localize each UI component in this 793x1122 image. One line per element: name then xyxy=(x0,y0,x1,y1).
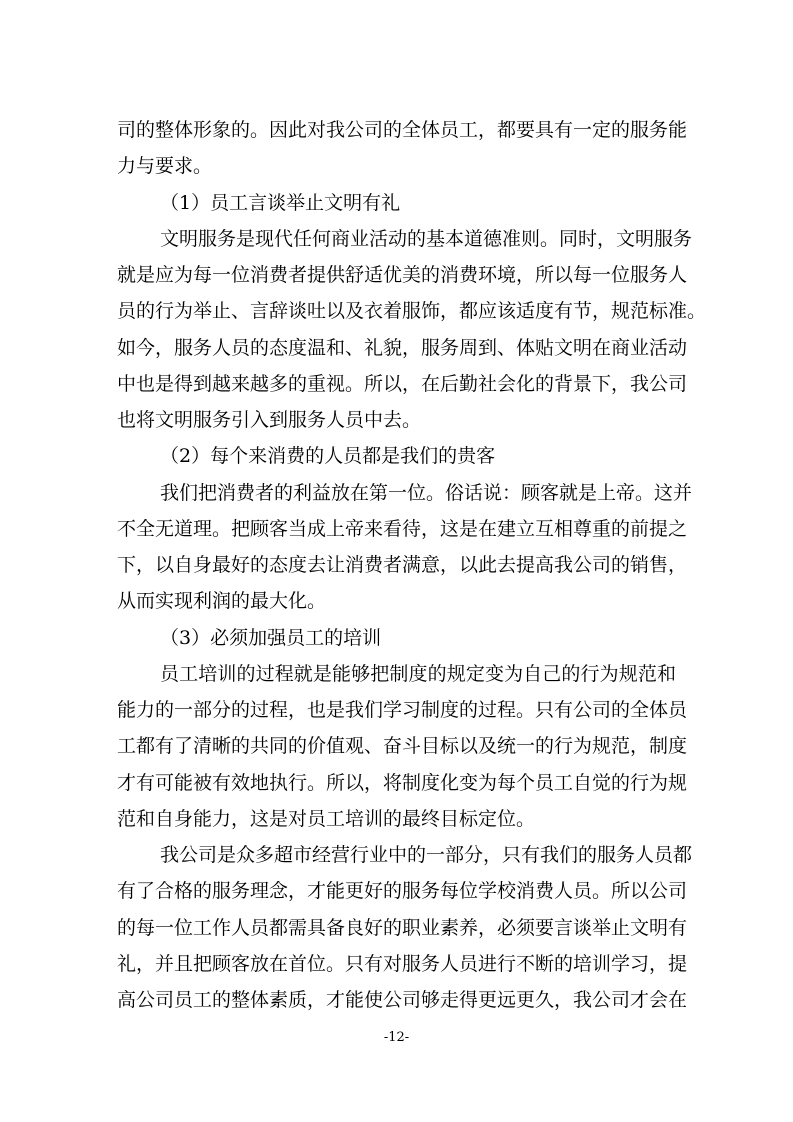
page-number: -12- xyxy=(383,1030,410,1045)
text-line: 有了合格的服务理念，才能更好的服务每位学校消费人员。所以公司 xyxy=(117,880,688,903)
text-line: 范和自身能力，这是对员工培训的最终目标定位。 xyxy=(117,807,536,830)
text-line: 员的行为举止、言辞谈吐以及衣着服饰，都应该适度有节，规范标准。 xyxy=(117,300,707,323)
text-line: 高公司员工的整体素质，才能使公司够走得更远更久，我公司才会在 xyxy=(117,989,688,1011)
text-line: 工都有了清晰的共同的价值观、奋斗目标以及统一的行为规范，制度 xyxy=(117,735,688,758)
text-line: 文明服务是现代任何商业活动的基本道德准则。同时，文明服务 xyxy=(160,227,693,250)
text-line: 下，以自身最好的态度去让消费者满意，以此去提高我公司的销售， xyxy=(117,554,688,576)
section-heading: （3）必须加强员工的培训 xyxy=(160,626,382,649)
text-line: 如今，服务人员的态度温和、礼貌，服务周到、体贴文明在商业活动 xyxy=(117,336,688,359)
text-line: 员工培训的过程就是能够把制度的规定变为自己的行为规范和 xyxy=(160,662,676,685)
text-line: 从而实现利润的最大化。 xyxy=(117,590,327,613)
text-line: 能力的一部分的过程，也是我们学习制度的过程。只有公司的全体员 xyxy=(117,699,688,721)
text-line: 礼，并且把顾客放在首位。只有对服务人员进行不断的培训学习，提 xyxy=(117,952,688,975)
text-line: 我们把消费者的利益放在第一位。俗话说：顾客就是上帝。这并 xyxy=(160,481,693,504)
text-line: 的每一位工作人员都需具备良好的职业素养，必须要言谈举止文明有 xyxy=(117,916,688,939)
text-line: 中也是得到越来越多的重视。所以，在后勤社会化的背景下，我公司 xyxy=(117,372,688,395)
text-line: 就是应为每一位消费者提供舒适优美的消费环境，所以每一位服务人 xyxy=(117,264,688,286)
text-line: 不全无道理。把顾客当成上帝来看待，这是在建立互相尊重的前提之 xyxy=(117,517,688,540)
text-line: 才有可能被有效地执行。所以，将制度化变为每个员工自觉的行为规 xyxy=(117,771,688,794)
document-body xyxy=(117,112,707,1018)
text-line: 力与要求。 xyxy=(117,155,213,178)
section-heading: （2）每个来消费的人员都是我们的贵客 xyxy=(160,445,496,468)
text-line: 也将文明服务引入到服务人员中去。 xyxy=(117,409,422,431)
text-line: 司的整体形象的。因此对我公司的全体员工，都要具有一定的服务能 xyxy=(117,119,688,141)
text-line: 我公司是众多超市经营行业中的一部分，只有我们的服务人员都 xyxy=(160,844,693,866)
section-heading: （1）员工言谈举止文明有礼 xyxy=(160,191,401,214)
